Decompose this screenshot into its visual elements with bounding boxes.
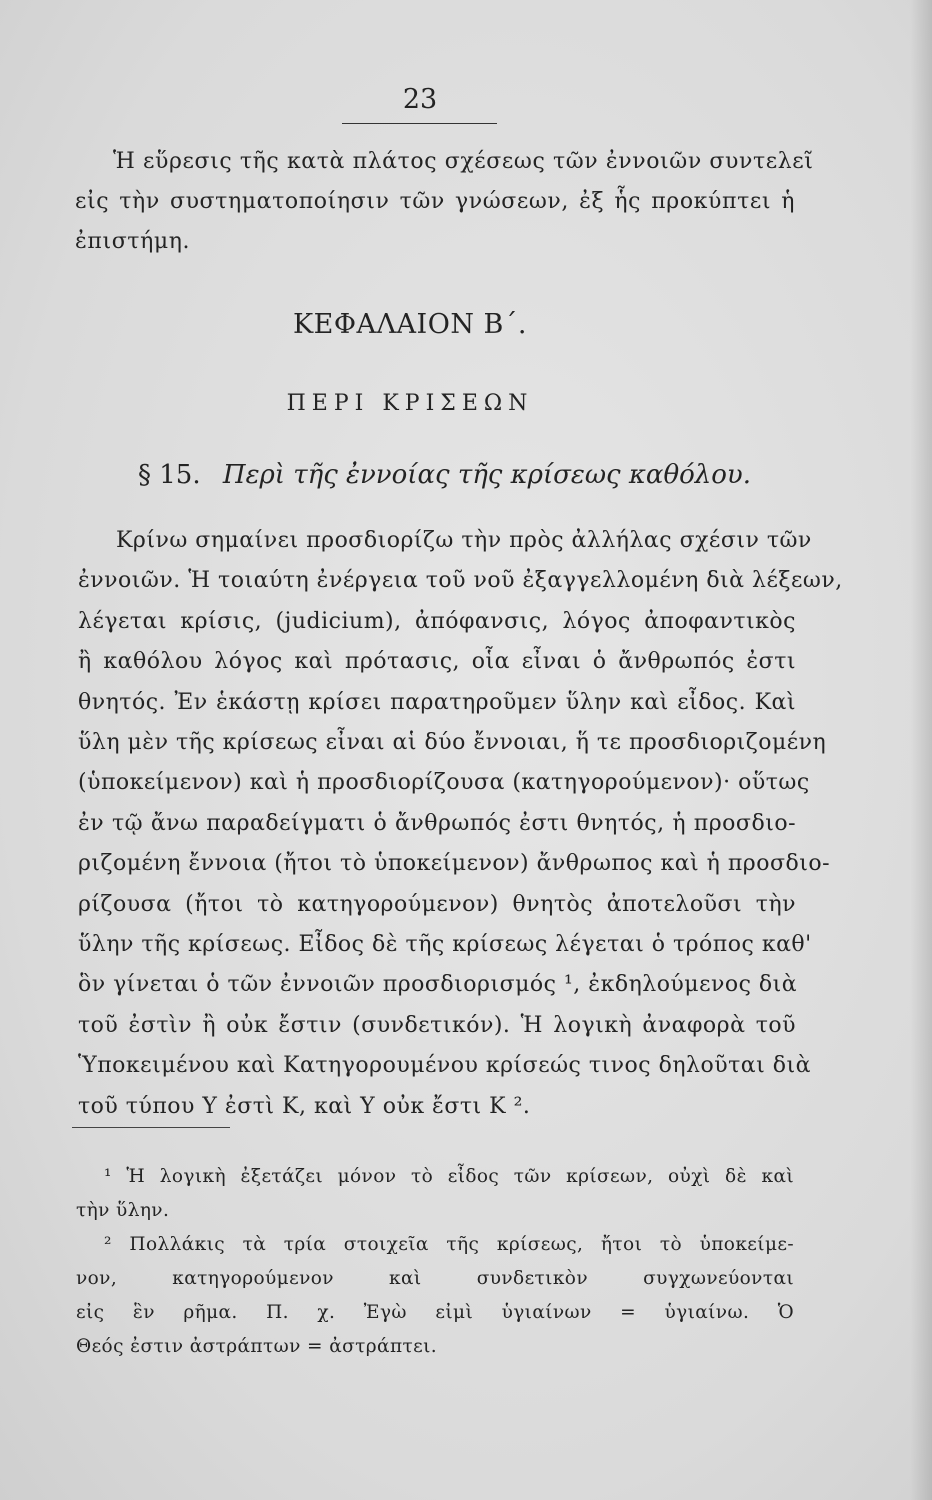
section-title: Περὶ τῆς ἐννοίας τῆς κρίσεως καθόλου. — [222, 460, 752, 490]
body-line: τοῦ ἐστὶν ἢ οὐκ ἔστιν (συνδετικόν). Ἡ λογικὴ ἀναφορὰ τοῦ — [78, 1012, 796, 1038]
footnote-line: νον, κατηγορούμενον καὶ συνδετικὸν συγχωνεύονται — [76, 1268, 794, 1289]
body-line: ἢ καθόλου λόγος καὶ πρότασις, οἷα εἶναι ὁ ἄνθρωπός ἐστι — [78, 649, 796, 675]
footnote-line: ² Πολλάκις τὰ τρία στοιχεῖα τῆς κρίσεως, ἤτοι τὸ ὑποκείμε- — [104, 1234, 794, 1255]
intro-paragraph — [75, 142, 814, 262]
intro-line: Ἡ εὕρεσις τῆς κατὰ πλάτος σχέσεως τῶν ἐννοιῶν συντελεῖ — [113, 149, 814, 174]
body-line: (ὑποκείμενον) καὶ ἡ προσδιορίζουσα (κατηγορούμενον)· οὕτως — [78, 770, 810, 796]
page-number: 23 — [402, 84, 438, 115]
body-line: Κρίνω σημαίνει προσδιορίζω τὴν πρὸς ἀλλήλας σχέσιν τῶν — [116, 528, 812, 553]
body-line: ρίζουσα (ἤτοι τὸ κατηγορούμενον) θνητὸς ἀποτελοῦσι τὴν — [78, 891, 796, 917]
page-number-rule — [342, 123, 497, 124]
body-line: ἐν τῷ ἄνω παραδείγματι ὁ ἄνθρωπός ἐστι θνητός, ἡ προσδιο- — [78, 810, 796, 836]
intro-line: ἐπιστήμη. — [75, 229, 191, 254]
body-line: ὃν γίνεται ὁ τῶν ἐννοιῶν προσδιορισμός ¹, ἐκδηλούμενος διὰ — [78, 972, 798, 998]
body-line: ὕλην τῆς κρίσεως. Εἶδος δὲ τῆς κρίσεως λέγεται ὁ τρόπος καθ' — [78, 932, 812, 958]
footnotes — [76, 1160, 794, 1364]
footnote-line: εἰς ἓν ρῆμα. Π. χ. Ἐγὼ εἰμὶ ὑγιαίνων = ὑγιαίνω. Ὁ — [76, 1302, 794, 1323]
body-line: λέγεται κρίσις, (judicium), ἀπόφανσις, λόγος ἀποφαντικὸς — [78, 608, 796, 634]
body-line: τοῦ τύπου Υ ἐστὶ Κ, καὶ Υ οὐκ ἔστι Κ ². — [78, 1093, 531, 1119]
footnote-line: τὴν ὕλην. — [76, 1200, 170, 1221]
body-paragraph — [78, 521, 843, 1127]
body-line: ριζομένη ἔννοια (ἤτοι τὸ ὑποκείμενον) ἄνθρωπος καὶ ἡ προσδιο- — [78, 851, 831, 877]
body-line: θνητός. Ἐν ἑκάστῃ κρίσει παρατηροῦμεν ὕλην καὶ εἶδος. Καὶ — [78, 689, 796, 715]
chapter-subtitle: ΠΕΡΙ ΚΡΙΣΕΩΝ — [286, 391, 534, 416]
section-heading — [138, 460, 758, 490]
section-number: § 15. — [138, 460, 201, 490]
footnote-line: Θεός ἐστιν ἀστράπτων = ἀστράπτει. — [76, 1336, 438, 1357]
body-line: ὕλη μὲν τῆς κρίσεως εἶναι αἱ δύο ἔννοιαι, ἥ τε προσδιοριζομένη — [78, 730, 827, 756]
body-line: ἐννοιῶν. Ἡ τοιαύτη ἐνέργεια τοῦ νοῦ ἐξαγγελλομένη διὰ λέξεων, — [78, 568, 843, 594]
intro-line: εἰς τὴν συστηματοποίησιν τῶν γνώσεων, ἐξ ἧς προκύπτει ἡ — [75, 189, 795, 214]
chapter-heading: ΚΕΦΑΛΑΙΟΝ Β΄. — [293, 309, 527, 340]
footnote-line: ¹ Ἡ λογικὴ ἐξετάζει μόνον τὸ εἶδος τῶν κρίσεων, οὐχὶ δὲ καὶ — [104, 1166, 794, 1187]
page-edge-shadow — [910, 0, 932, 1500]
footnote-rule — [72, 1127, 230, 1128]
body-line: Ὑποκειμένου καὶ Κατηγορουμένου κρίσεώς τινος δηλοῦται διὰ — [78, 1053, 811, 1079]
